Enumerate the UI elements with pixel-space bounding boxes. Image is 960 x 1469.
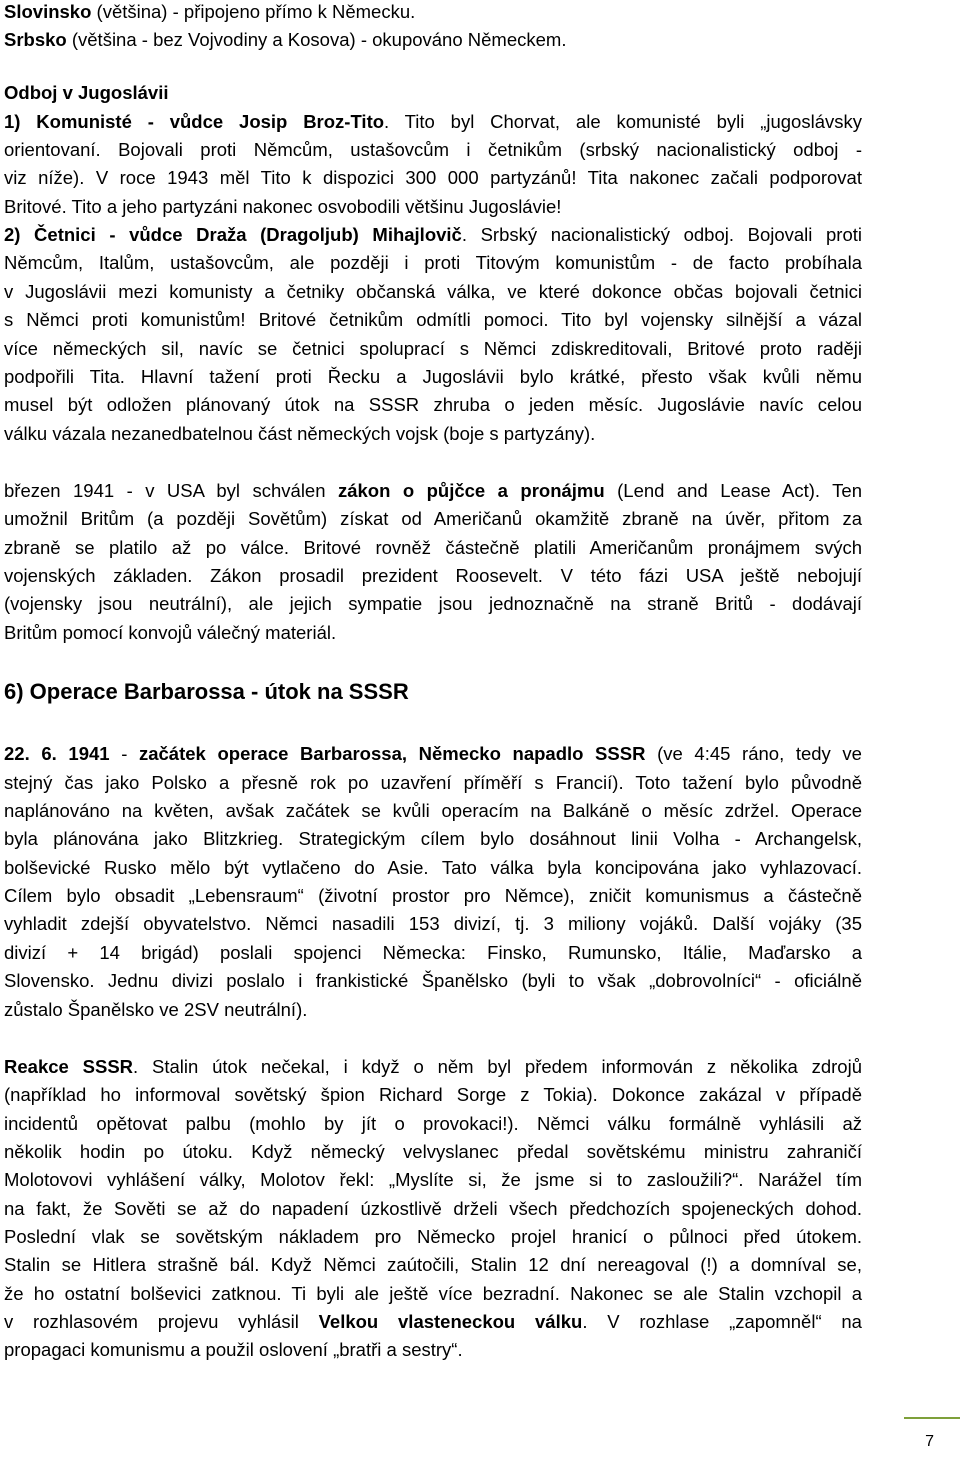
- text-line: [4, 969, 862, 993]
- text-span: v rozhlasovém projevu vyhlásil: [4, 1311, 319, 1332]
- text-span: . Tito byl Chorvat, ale komunisté byli „jugoslávsky: [384, 111, 862, 132]
- text-span: bolševické Rusko mělo být vytlačeno do Asie. Tato válka byla koncipována jako vyhlazovací.: [4, 857, 862, 878]
- text-line: [4, 195, 561, 219]
- text-span: . V rozhlase „zapomněl“ na: [582, 1311, 862, 1332]
- text-span: Cílem bylo obsadit „Lebensraum“ (životní prostor pro Němce), zničit komunismus a částečně: [4, 885, 862, 906]
- text-line: [4, 621, 336, 645]
- text-span: (většina - bez Vojvodiny a Kosova) - okupováno Německem.: [66, 29, 567, 50]
- text-span: podpořili Tita. Hlavní tažení proti Řecku a Jugoslávii bylo krátké, přesto však kvůli němu: [4, 366, 862, 387]
- text-line: [4, 1282, 862, 1306]
- text-span: (například ho informoval sovětský špion Richard Sorge z Tokia). Dokonce zakázal v případě: [4, 1084, 862, 1105]
- bold-text: Reakce SSSR: [4, 1056, 134, 1077]
- text-line: [4, 677, 409, 708]
- text-span: (Lend and Lease Act). Ten: [604, 480, 863, 501]
- text-span: Britové. Tito a jeho partyzáni nakonec osvobodili většinu Jugoslávie!: [4, 196, 562, 217]
- text-line: [4, 337, 862, 361]
- text-line: [4, 81, 168, 105]
- text-line: [4, 827, 862, 851]
- text-line: [4, 564, 862, 588]
- text-span: válku vázala nezanedbatelnou část německých vojsk (boje s partyzány).: [4, 423, 596, 444]
- text-span: (vojensky jsou neutrální), ale jejich sympatie jsou jednoznačně na straně Britů - dodávají: [4, 593, 862, 614]
- text-span: naplánováno na květen, avšak začátek se kvůli operacím na Balkáně o měsíc zdržel. Operace: [4, 800, 862, 821]
- text-span: orientovaní. Bojovali proti Němcům, ustašovcům i četnikům (srbský nacionalistický odboj -: [4, 139, 862, 160]
- section-heading: 6) Operace Barbarossa - útok na SSSR: [4, 679, 409, 704]
- text-span: viz níže). V roce 1943 měl Tito k dispozici 300 000 partyzánů! Tita nakonec začali podporovat: [4, 167, 862, 188]
- text-line: [4, 1168, 862, 1192]
- text-line: [4, 1310, 862, 1334]
- text-span: byla plánována jako Blitzkrieg. Strategickým cílem bylo dosáhnout linii Volha - Archangelsk,: [4, 828, 862, 849]
- text-line: [4, 856, 862, 880]
- text-span: na fakt, že Sověti se až do napadení úzkostlivě drželi všech předchozích spojeneckých dohod.: [4, 1198, 862, 1219]
- text-span: v Jugoslávii mezi komunisty a četniky občanská válka, ve které dokonce občas bojovali četnici: [4, 281, 862, 302]
- text-span: musel být odložen plánovaný útok na SSSR zhruba o jeden měsíc. Jugoslávie navíc celou: [4, 394, 862, 415]
- text-line: [4, 223, 862, 247]
- bold-text: 22. 6. 1941: [4, 743, 110, 764]
- text-span: (ve 4:45 ráno, tedy ve: [645, 743, 862, 764]
- text-line: [4, 138, 862, 162]
- text-span: . Srbský nacionalistický odboj. Bojovali proti: [461, 224, 862, 245]
- bold-text: začátek operace Barbarossa, Německo napadlo SSSR: [138, 743, 646, 764]
- bold-text: Slovinsko: [4, 1, 92, 22]
- text-span: Stalin se Hitlera strašně bál. Když Němci zaútočili, Stalin 12 dní nereagoval (!) a domníval se,: [4, 1254, 862, 1275]
- text-line: [4, 1225, 862, 1249]
- bold-text: zákon o půjčce a pronájmu: [337, 480, 605, 501]
- text-line: [4, 1197, 862, 1221]
- text-line: [4, 422, 595, 446]
- text-line: [4, 1083, 862, 1107]
- text-line: [4, 308, 862, 332]
- text-span: několik hodin po útoku. Když německý velvyslanec předal sovětskému ministru zahraničí: [4, 1141, 862, 1162]
- text-line: [4, 771, 862, 795]
- text-line: [4, 365, 862, 389]
- text-line: [4, 941, 862, 965]
- text-line: [4, 166, 862, 190]
- text-span: Němcům, Italům, ustašovcům, ale později i proti Titovým komunistům - de facto probíhala: [4, 252, 862, 273]
- bold-text: 1) Komunisté - vůdce Josip Broz-Tito: [4, 111, 385, 132]
- text-span: že ho ostatní bolševici zatknou. Ti byli ale ještě více bezradní. Nakonec se ale Stalin vzchopil a: [4, 1283, 862, 1304]
- text-line: [4, 742, 862, 766]
- text-span: více německých sil, navíc se četnici spoluprací s Němci zdiskreditovali, Britové proto raději: [4, 338, 862, 359]
- bold-text: Odboj v Jugoslávii: [4, 82, 169, 103]
- text-line: [4, 1338, 463, 1362]
- text-line: [4, 393, 862, 417]
- page-number: 7: [925, 1433, 934, 1450]
- text-span: zůstalo Španělsko ve 2SV neutrální).: [4, 999, 308, 1020]
- text-span: -: [109, 743, 139, 764]
- text-line: [4, 998, 307, 1022]
- text-span: březen 1941 - v USA byl schválen: [4, 480, 338, 501]
- text-line: [4, 280, 862, 304]
- text-span: Poslední vlak se sovětským nákladem pro Německo projel hranicí o půlnoci před útokem.: [4, 1226, 862, 1247]
- text-span: Molotovovi vyhlášení války, Molotov řekl: „Myslíte si, že jsme si to zasloužili?“. Narážel tím: [4, 1169, 862, 1190]
- text-span: incidentů opětovat palbu (mohlo by jít o provokaci!). Němci válku formálně vyhlásili až: [4, 1113, 862, 1134]
- text-line: [4, 110, 862, 134]
- text-span: (většina) - připojeno přímo k Německu.: [91, 1, 416, 22]
- bold-text: Velkou vlasteneckou válku: [318, 1311, 583, 1332]
- text-line: [4, 592, 862, 616]
- text-span: Britům pomocí konvojů válečný materiál.: [4, 622, 337, 643]
- text-span: . Stalin útok nečekal, i když o něm byl předem informován z několika zdrojů: [133, 1056, 862, 1077]
- text-line: [4, 799, 862, 823]
- text-span: vyhladit zdejší obyvatelstvo. Němci nasadili 153 divizí, tj. 3 miliony vojáků. Další vojáky (35: [4, 913, 862, 934]
- text-line: [4, 28, 566, 52]
- text-line: [4, 1112, 862, 1136]
- text-span: zbraně se platilo až po válce. Britové rovněž částečně platili Američanům pronájmem svých: [4, 537, 862, 558]
- text-span: propagaci komunismu a použil oslovení „bratři a sestry“.: [4, 1339, 463, 1360]
- text-line: [4, 251, 862, 275]
- page-number-box: [904, 1417, 960, 1465]
- bold-text: Srbsko: [4, 29, 67, 50]
- text-line: [4, 507, 862, 531]
- text-span: umožnil Britům (a později Sovětům) získat od Američanů okamžitě zbraně na úvěr, přitom za: [4, 508, 862, 529]
- text-line: [4, 0, 415, 24]
- text-line: [4, 1140, 862, 1164]
- text-line: [4, 536, 862, 560]
- text-line: [4, 1055, 862, 1079]
- text-line: [4, 479, 862, 503]
- text-line: [4, 884, 862, 908]
- text-span: vojenských základen. Zákon prosadil prezident Roosevelt. V této fázi USA ještě nebojují: [4, 565, 862, 586]
- text-span: stejný čas jako Polsko a přesně rok po uzavření příměří s Francií). Toto tažení bylo původně: [4, 772, 862, 793]
- text-span: s Němci proti komunistům! Britové četnikům odmítli pomoci. Tito byl vojensky silnější a vázal: [4, 309, 862, 330]
- text-line: [4, 1253, 862, 1277]
- text-span: Slovensko. Jednu divizi poslalo i frankistické Španělsko (byli to však „dobrovolníci“ - oficiálně: [4, 970, 862, 991]
- bold-text: 2) Četnici - vůdce Draža (Dragoljub) Mihajlovič: [4, 224, 462, 245]
- text-span: divizí + 14 brigád) poslali spojenci Německa: Finsko, Rumunsko, Itálie, Maďarsko a: [4, 942, 862, 963]
- text-line: [4, 912, 862, 936]
